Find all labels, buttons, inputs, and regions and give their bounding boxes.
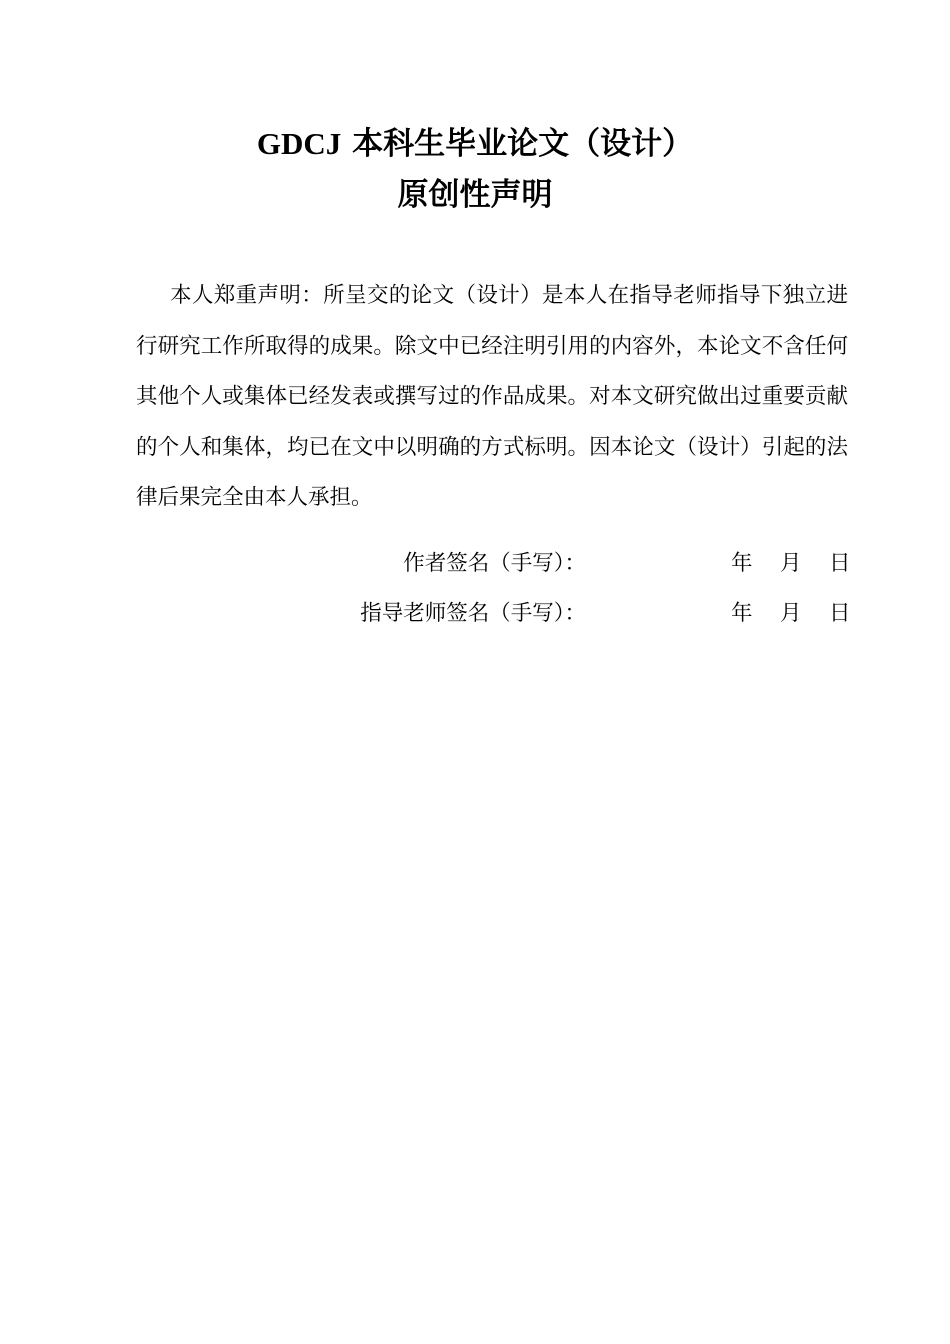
document-title xyxy=(0,124,950,164)
author-signature-row xyxy=(0,549,950,579)
author-date-year-label: 年 xyxy=(731,551,753,576)
title-main-text: 本科生毕业论文（设计） xyxy=(352,126,694,162)
declaration-paragraph: 本人郑重声明：所呈交的论文（设计）是本人在指导老师指导下独立进行研究工作所取得的成果。除文中已经注明引用的内容外，本论文不含任何其他个人或集体已经发表或撰写过的作品成果。对本文研究做出过重要贡献的个人和集体，均已在文中以明确的方式标明。因本论文（设计）引起的法律后果完全由本人承担。 xyxy=(136,283,848,510)
author-date-day-label: 日 xyxy=(829,551,851,576)
advisor-date-day-label: 日 xyxy=(829,601,851,626)
title-latin-prefix: GDCJ xyxy=(256,126,342,161)
advisor-signature-row xyxy=(0,599,950,629)
author-date-month-label: 月 xyxy=(780,551,802,576)
advisor-date-year-label: 年 xyxy=(731,601,753,626)
advisor-signature-label: 指导老师签名（手写）： xyxy=(360,601,586,626)
author-signature-label: 作者签名（手写）： xyxy=(403,551,586,576)
advisor-date-month-label: 月 xyxy=(780,601,802,626)
document-subtitle: 原创性声明 xyxy=(397,177,553,213)
